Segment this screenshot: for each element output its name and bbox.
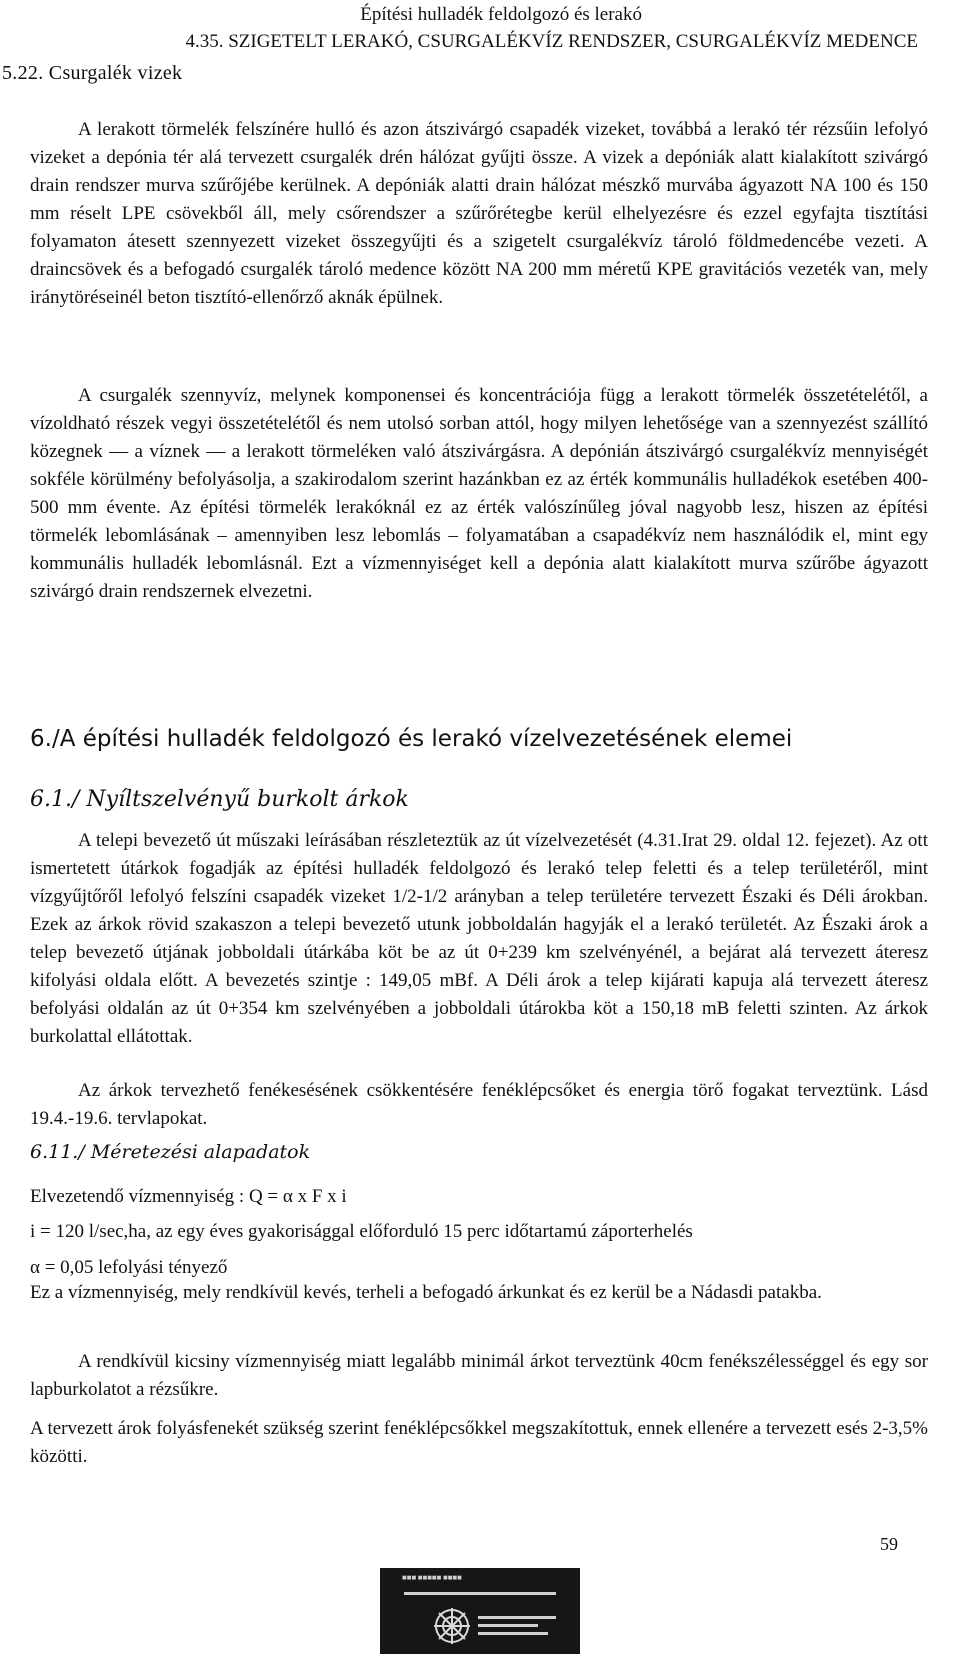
paragraph-text: A telepi bevezető út műszaki leírásában részleteztük az út vízelvezetését (4.31.Irat 29. oldal 12. fejezet). Az ott ismertetett útárkok fogadják az építési hulladék feldolgozó és lerakó telep feletti és a telep területéről, mint vízgyűjtőről lefolyó felszíni csapadék vizeket 1/2-1/2 arányban a telep területére tervezett Északi és Déli árokban. Ezek az árkok rövid szakaszon a telepi bevezető utunk jobboldalán hagyják el a lerakó területét. Az Északi árok a telep bevezető útjának jobboldali útárkába köt be az út 0+239 km szelvényénél, a bejárat alá tervezett áteresz kifolyási oldala előtt. A bevezetés szintje : 149,05 mBf. A Déli árok a telep kijárati kapuja alá tervezett áteresz befolyási oldalán az út 0+354 km szelvényében a jobboldali útárokba köt a 150,18 mB feletti szinten. Az árkok burkolattal ellátottak. — [30, 830, 928, 1047]
paragraph-road-drainage — [30, 827, 928, 1051]
rainfall-intensity-line: i = 120 l/sec,ha, az egy éves gyakorisággal előforduló 15 perc időtartamú záporterhelés — [30, 1221, 693, 1242]
paragraph-receiving-stream — [30, 1279, 928, 1307]
section-heading-5-22: 5.22. Csurgalék vizek — [2, 62, 183, 84]
page-number: 59 — [880, 1534, 898, 1554]
paragraph-text: A rendkívül kicsiny vízmennyiség miatt legalább minimál árkot terveztünk 40cm fenékszélességgel és egy sor lapburkolatot a rézsűkre. — [30, 1351, 928, 1400]
paragraph-text: Ez a vízmennyiség, mely rendkívül kevés, terheli a befogadó árkunkat és ez kerül be a Nádasdi patakba. — [30, 1282, 822, 1303]
paragraph-text: A lerakott törmelék felszínére hulló és azon átszivárgó csapadék vizeket, továbbá a lerakó tér rézsűin lefolyó vizeket a depónia tér alá tervezett csurgalék drén hálózat gyűjti össze. A vizek a depóniák alatt kialakított szivárgó drain rendszer murva szűrőjébe kerülnek. A depóniák alatti drain hálózat mészkő murvába ágyazott NA 100 és 150 mm réselt LPE csövekből áll, mely csőrendszer a szűrőrétegbe kerül elhelyezésre és ezzel egyfajta tisztítási folyamaton átesett szennyezett vizeket összegyűjti és a szigetelt csurgalékvíz tároló földmedencébe vezeti. A draincsövek és a befogadó csurgalék tároló medence között NA 200 mm méretű KPE gravitációs vezeték van, mely iránytöréseinél beton tisztító-ellenőrző aknák épülnek. — [30, 119, 928, 308]
paragraph-leachate-quantity — [30, 382, 928, 606]
paragraph-text: A tervezett árok folyásfenekét szükség szerint fenéklépcsőkkel megszakítottuk, ennek ellenére a tervezett esés 2-3,5% közötti. — [30, 1418, 928, 1467]
formula-line: Elvezetendő vízmennyiség : Q = α x F x i — [30, 1186, 347, 1207]
paragraph-text: Az árkok tervezhető fenékesésének csökkentésére fenéklépcsőket és energia törő fogakat terveztünk. Lásd 19.4.-19.6. tervlapokat. — [30, 1080, 928, 1129]
running-header-chapter: 4.35. SZIGETELT LERAKÓ, CSURGALÉKVÍZ RENDSZER, CSURGALÉKVÍZ MEDENCE — [185, 31, 918, 52]
paragraph-ditch-steps — [30, 1077, 928, 1133]
running-header-title: Építési hulladék feldolgozó és lerakó — [360, 4, 642, 25]
paragraph-minimal-ditch — [30, 1348, 928, 1404]
paragraph-text: A csurgalék szennyvíz, melynek komponensei és koncentrációja függ a lerakott törmelék összetételétől, a vízoldható részek vegyi összetételétől és nem utolsó sorban attól, hogy milyen lehetősége van a szennyezést szállító közegnek — a víznek — a lerakott törmeléken való átszivárgásra. A depónián átszivárgó csurgalékvíz mennyiségét sokféle körülmény befolyásolja, a szakirodalom szerint hazánkban ez az érték kommunális hulladékok esetében 400-500 mm évente. Az építési törmelék lerakóknál ez az érték valószínűleg jóval nagyobb lesz, hiszen az építési törmelék lebomlásának – amennyiben lesz lebomlás – folyamatában a csapadékvíz nem használódik el, mint egy kommunális hulladék lebomlásnál. Ezt a vízmennyiséget kell a depónia alatt kialakított murva szűrőbe ágyazott szivárgó drain rendszernek elvezetni. — [30, 385, 928, 602]
chapter-heading-6: 6./A építési hulladék feldolgozó és lerakó vízelvezetésének elemei — [30, 726, 793, 752]
section-heading-6-11: 6.11./ Méretezési alapadatok — [30, 1141, 311, 1163]
paragraph-leachate-drain — [30, 116, 928, 312]
company-logo-icon: ■■■ ■■■■■ ■■■■ — [380, 1568, 580, 1654]
paragraph-ditch-slope — [30, 1415, 928, 1471]
runoff-coefficient-line: α = 0,05 lefolyási tényező — [30, 1257, 228, 1278]
section-heading-6-1: 6.1./ Nyíltszelvényű burkolt árkok — [30, 787, 409, 812]
